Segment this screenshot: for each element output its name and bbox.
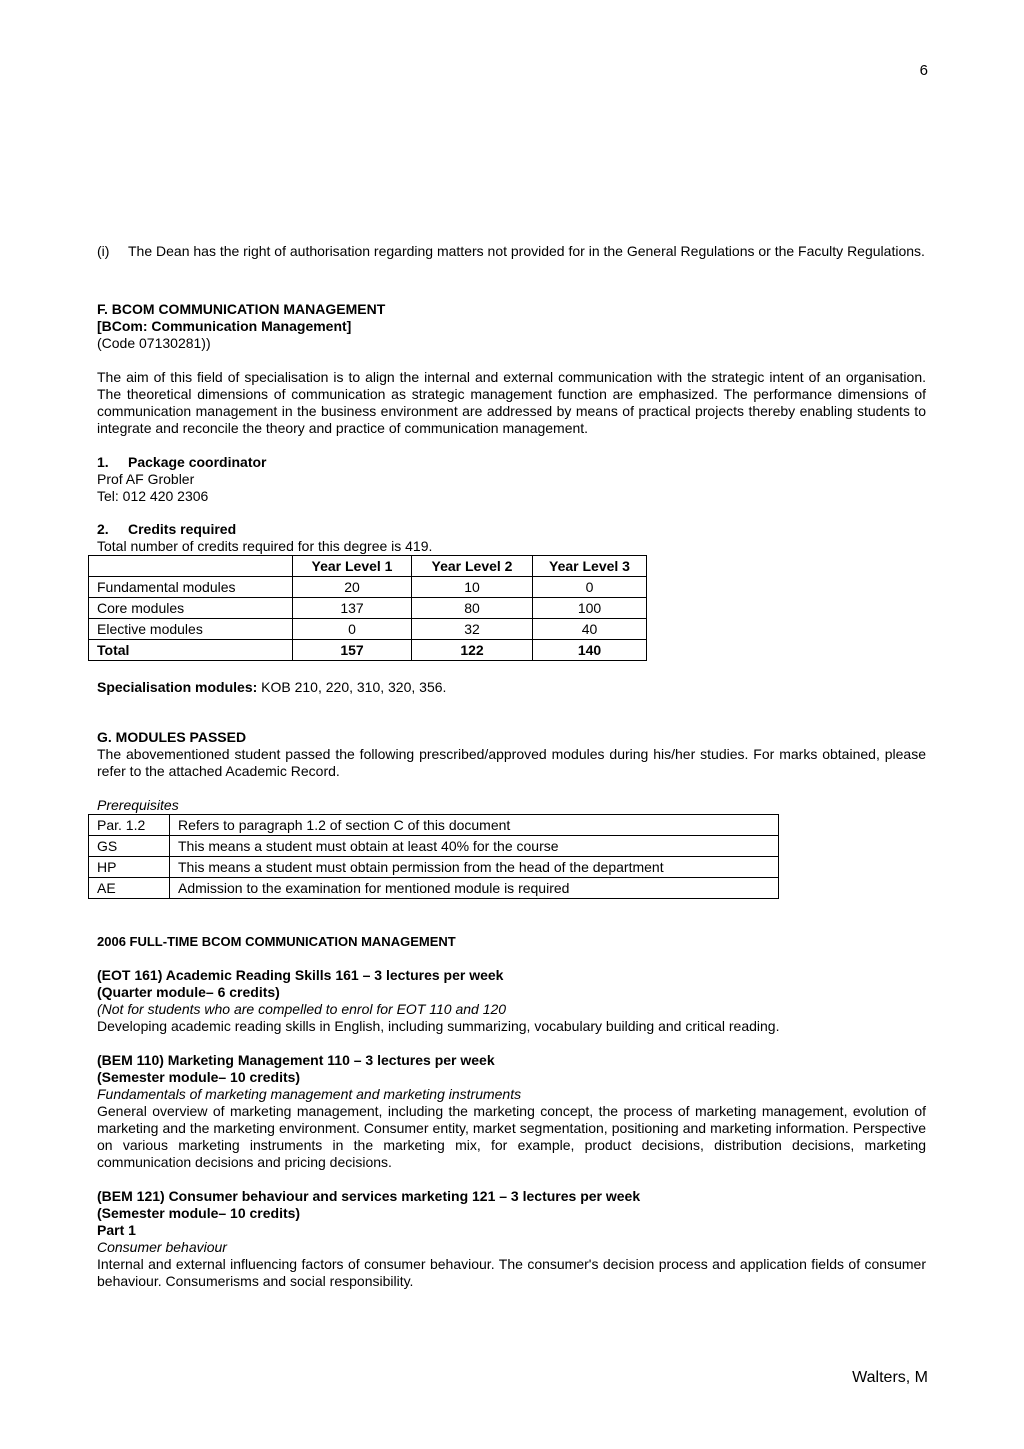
table-cell: Par. 1.2 bbox=[89, 815, 170, 836]
table-cell: HP bbox=[89, 857, 170, 878]
section-f-aim: The aim of this field of specialisation is to align the internal and external communication with the strategic intent of an organisation. The theoretical dimensions of communication as strategic management function are emphasized. The performance dimensions of communication management in the business environment are addressed by means of practical projects thereby enabling students to integrate and reconcile the theory and practice of communication management. bbox=[97, 369, 926, 436]
credits-heading-text: Credits required bbox=[128, 521, 237, 537]
table-cell: 10 bbox=[412, 577, 533, 598]
module-description: Developing academic reading skills in English, including summarizing, vocabulary building and critical reading. bbox=[97, 1018, 780, 1034]
credits-table bbox=[88, 555, 647, 661]
module-note: Consumer behaviour bbox=[97, 1239, 227, 1255]
coordinator-tel: Tel: 012 420 2306 bbox=[97, 488, 209, 504]
section-g-intro: The abovementioned student passed the following prescribed/approved modules during his/her studies. For marks obtained, please refer to the attached Academic Record. bbox=[97, 746, 926, 779]
module-title: (BEM 121) Consumer behaviour and services marketing 121 – 3 lectures per week bbox=[97, 1188, 641, 1204]
coordinator-name: Prof AF Grobler bbox=[97, 471, 195, 487]
module-description: Internal and external influencing factors of consumer behaviour. The consumer's decision process and application fields of consumer behaviour. Consumerisms and social responsibility. bbox=[97, 1256, 926, 1289]
specialisation-label: Specialisation modules: bbox=[97, 679, 258, 695]
table-cell: 0 bbox=[293, 619, 412, 640]
specialisation-value: KOB 210, 220, 310, 320, 356. bbox=[257, 679, 447, 695]
regulation-label: (i) bbox=[97, 243, 110, 259]
table-cell: Total bbox=[89, 640, 293, 661]
prerequisites-label: Prerequisites bbox=[97, 797, 179, 813]
prerequisites-table bbox=[88, 814, 779, 899]
coordinator-heading-text: Package coordinator bbox=[128, 454, 267, 470]
table-row bbox=[89, 619, 647, 640]
table-cell: This means a student must obtain at least 40% for the course bbox=[170, 836, 779, 857]
module-title: (EOT 161) Academic Reading Skills 161 – 3 lectures per week bbox=[97, 967, 504, 983]
table-row bbox=[89, 598, 647, 619]
module-block bbox=[97, 1052, 926, 1171]
credits-header-cell: Year Level 3 bbox=[533, 556, 647, 577]
credits-header-cell bbox=[89, 556, 293, 577]
module-note: Fundamentals of marketing management and marketing instruments bbox=[97, 1086, 522, 1102]
table-row bbox=[89, 815, 779, 836]
section-f-subtitle: [BCom: Communication Management] bbox=[97, 318, 352, 334]
credits-header-cell: Year Level 1 bbox=[293, 556, 412, 577]
module-credit: (Quarter module– 6 credits) bbox=[97, 984, 280, 1000]
curriculum-title: 2006 FULL-TIME BCOM COMMUNICATION MANAGEMENT bbox=[97, 934, 456, 949]
table-row bbox=[89, 577, 647, 598]
section-f-title: F. BCOM COMMUNICATION MANAGEMENT bbox=[97, 301, 386, 317]
section-f-code: (Code 07130281)) bbox=[97, 335, 211, 351]
table-cell: Elective modules bbox=[89, 619, 293, 640]
page-number: 6 bbox=[919, 62, 928, 79]
module-block bbox=[97, 1188, 926, 1290]
credits-total-text: Total number of credits required for this degree is 419. bbox=[97, 538, 433, 554]
table-cell: GS bbox=[89, 836, 170, 857]
table-cell: 157 bbox=[293, 640, 412, 661]
table-row bbox=[89, 857, 779, 878]
module-credit: (Semester module– 10 credits) bbox=[97, 1205, 301, 1221]
coordinator-number: 1. bbox=[97, 454, 109, 470]
table-row bbox=[89, 836, 779, 857]
regulation-item bbox=[97, 243, 926, 260]
table-cell: 122 bbox=[412, 640, 533, 661]
credits-header-row bbox=[89, 556, 647, 577]
module-credit: (Semester module– 10 credits) bbox=[97, 1069, 301, 1085]
table-cell: 32 bbox=[412, 619, 533, 640]
section-g-title: G. MODULES PASSED bbox=[97, 729, 247, 745]
module-title: (BEM 110) Marketing Management 110 – 3 lectures per week bbox=[97, 1052, 495, 1068]
table-cell: AE bbox=[89, 878, 170, 899]
table-cell: 0 bbox=[533, 577, 647, 598]
coordinator-heading bbox=[97, 454, 926, 471]
table-cell: 80 bbox=[412, 598, 533, 619]
table-cell: 100 bbox=[533, 598, 647, 619]
credits-heading bbox=[97, 521, 926, 538]
module-description: General overview of marketing management, including the marketing concept, the process of marketing management, evolution of marketing and the marketing environment. Consumer entity, market segmentation, positioning and marketing information. Perspective on various marketing instruments in the marketing mix, for example, product decisions, distribution decisions, marketing communication decisions and pricing decisions. bbox=[97, 1103, 926, 1170]
table-cell: Core modules bbox=[89, 598, 293, 619]
credits-number: 2. bbox=[97, 521, 109, 537]
table-cell: 40 bbox=[533, 619, 647, 640]
table-cell: 140 bbox=[533, 640, 647, 661]
module-part: Part 1 bbox=[97, 1222, 136, 1238]
module-block bbox=[97, 967, 926, 1035]
table-cell: Fundamental modules bbox=[89, 577, 293, 598]
table-cell: Refers to paragraph 1.2 of section C of this document bbox=[170, 815, 779, 836]
table-cell: This means a student must obtain permission from the head of the department bbox=[170, 857, 779, 878]
module-note: (Not for students who are compelled to enrol for EOT 110 and 120 bbox=[97, 1001, 507, 1017]
credits-header-cell: Year Level 2 bbox=[412, 556, 533, 577]
specialisation-modules bbox=[97, 679, 926, 696]
table-cell: 137 bbox=[293, 598, 412, 619]
footer-name: Walters, M bbox=[852, 1369, 928, 1386]
table-cell: Admission to the examination for mentioned module is required bbox=[170, 878, 779, 899]
page-content bbox=[97, 243, 926, 1290]
table-cell: 20 bbox=[293, 577, 412, 598]
table-row bbox=[89, 878, 779, 899]
regulation-text: The Dean has the right of authorisation regarding matters not provided for in the General Regulations or the Faculty Regulations. bbox=[128, 243, 925, 259]
credits-total-row bbox=[89, 640, 647, 661]
